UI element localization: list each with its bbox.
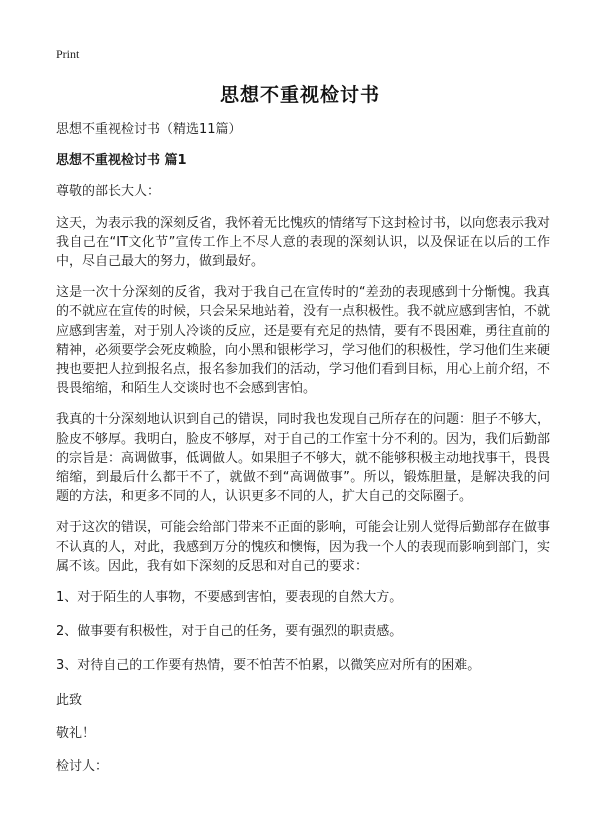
signature-label: 检讨人： [56, 759, 109, 775]
paragraph: 这天，为表示我的深刻反省，我怀着无比愧疚的情绪写下这封检讨书，以向您表示我对我自己在“IT文化节”宣传工作上不尽人意的表现的深刻认识，以及保证在以后的工作中，尽自己最大的努力，做到最好。 [56, 215, 551, 270]
closing-salute: 敬礼！ [56, 725, 96, 741]
closing-line: 此致 [56, 692, 83, 708]
print-link[interactable]: Print [56, 47, 80, 61]
paragraph: 这是一次十分深刻的反省，我对于我自己在宣传时的“差劲的表现感到十分惭愧。我真的不就应在宣传的时候，只会呆呆地站着，没有一点积极性。我不就应感到害怕，不就应感到害羞，对于别人冷谈的反应，还是要有充足的热情，要有不畏困难，勇往直前的精神，必须要学会死皮赖脸，向小黑和银彬学习，学习他们的积极性，学习他们生来硬拽也要把人拉到报名点，报名参加我们的活动，学习他们看到目标，用心上前介绍，不畏畏缩缩，和陌生人交谈时也不会感到害怕。 [56, 285, 551, 397]
requirement-item: 3、对待自己的工作要有热情，要不怕苦不怕累，以微笑应对所有的困难。 [56, 658, 481, 674]
paragraph: 对于这次的错误，可能会给部门带来不正面的影响，可能会让别人觉得后勤部存在做事不认真的人，对此，我感到万分的愧疚和懊悔，因为我一个人的表现而影响到部门，实属不该。因此，我有如下深刻的反思和对自己的要求： [56, 520, 551, 574]
document-subtitle: 思想不重视检讨书（精选11篇） [56, 122, 242, 137]
page-title: 思想不重视检讨书 [219, 84, 380, 106]
requirement-item: 1、对于陌生的人事物，不要感到害怕，要表现的自然大方。 [56, 590, 403, 606]
paragraph: 我真的十分深刻地认识到自己的错误，同时我也发现自己所存在的问题：胆子不够大，脸皮不够厚。我明白，脸皮不够厚，对于自己的工作室十分不利的。因为，我们后勤部的宗旨是：高调做事，低调做人。如果胆子不够大，就不能够积极主动地找事干，畏畏缩缩，到最后什么都干不了，就做不到“高调做事”。所以，锻炼胆量，是解决我的问题的方法，和更多不同的人，认识更多不同的人，扩大自己的交际圈子。 [56, 412, 551, 505]
requirement-item: 2、做事要有积极性，对于自己的任务，要有强烈的职责感。 [56, 624, 403, 640]
greeting: 尊敬的部长大人： [56, 184, 161, 200]
article-heading: 思想不重视检讨书 篇1 [56, 153, 187, 169]
document-body [56, 120, 550, 790]
